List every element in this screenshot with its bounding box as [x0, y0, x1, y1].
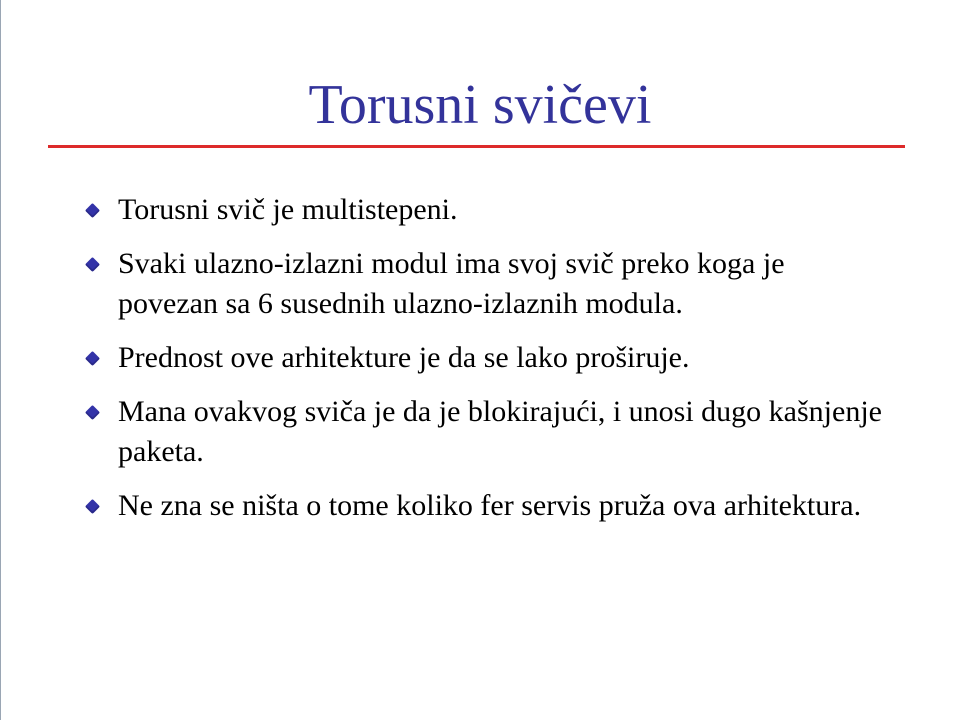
bullet-text: Torusni svič je multistepeni. — [118, 193, 458, 226]
diamond-bullet-icon — [85, 499, 100, 514]
bullet-item — [82, 486, 882, 526]
bullet-item — [82, 338, 882, 378]
bullet-item — [82, 190, 882, 230]
bullet-text: Ne zna se ništa o tome koliko fer servis pruža ova arhitektura. — [118, 489, 862, 522]
bullet-text: Prednost ove arhitekture je da se lako proširuje. — [118, 341, 690, 374]
bullet-text: Mana ovakvog sviča je da je blokirajući, i unosi dugo kašnjenje paketa. — [118, 395, 882, 468]
diamond-bullet-icon — [85, 203, 100, 218]
bullet-text: Svaki ulazno-izlazni modul ima svoj svič preko koga je povezan sa 6 susednih ulazno-izlaznih modula. — [118, 247, 785, 320]
bullet-item — [82, 392, 882, 472]
title-underline — [48, 145, 905, 148]
diamond-bullet-icon — [85, 351, 100, 366]
slide-title: Torusni svičevi — [308, 74, 652, 136]
bullet-item — [82, 244, 882, 324]
diamond-bullet-icon — [85, 257, 100, 272]
bullet-list — [82, 190, 882, 540]
diamond-bullet-icon — [85, 405, 100, 420]
